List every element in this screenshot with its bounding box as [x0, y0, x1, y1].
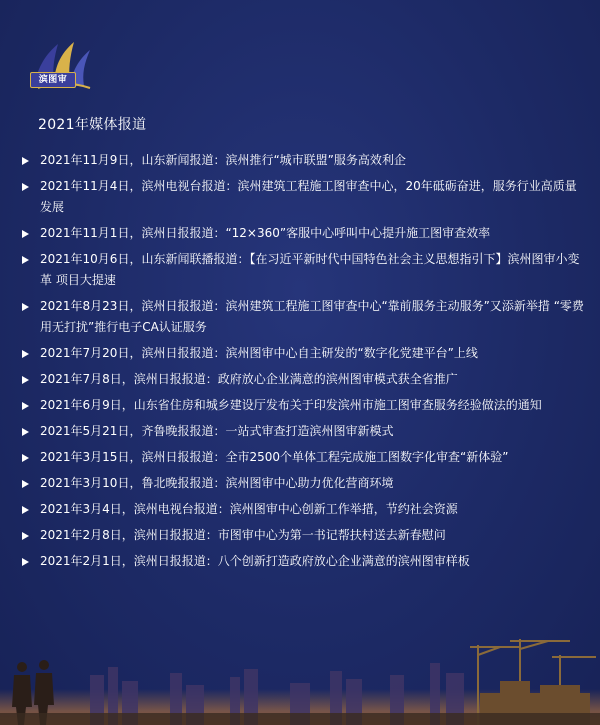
- bullet-triangle-icon: [22, 428, 29, 436]
- news-item-text: 2021年10月6日，山东新闻联播报道：【在习近平新时代中国特色社会主义思想指引下】滨州图审小变革 项目大提速: [40, 252, 580, 287]
- news-item[interactable]: [20, 296, 585, 338]
- bullet-triangle-icon: [22, 532, 29, 540]
- news-item[interactable]: [20, 473, 585, 494]
- news-item-text: 2021年2月1日，滨州日报报道：八个创新打造政府放心企业满意的滨州图审样板: [40, 554, 470, 568]
- news-item[interactable]: [20, 176, 585, 218]
- news-item-text: 2021年3月4日，滨州电视台报道：滨州图审中心创新工作举措，节约社会资源: [40, 502, 458, 516]
- bullet-triangle-icon: [22, 558, 29, 566]
- news-item-text: 2021年7月20日，滨州日报报道：滨州图审中心自主研发的“数字化党建平台”上线: [40, 346, 478, 360]
- bullet-triangle-icon: [22, 506, 29, 514]
- news-item-text: 2021年2月8日，滨州日报报道：市图审中心为第一书记帮扶村送去新春慰问: [40, 528, 446, 542]
- news-item-text: 2021年6月9日，山东省住房和城乡建设厅发布关于印发滨州市施工图审查服务经验做法的通知: [40, 398, 542, 412]
- bullet-triangle-icon: [22, 350, 29, 358]
- news-item[interactable]: [20, 249, 585, 291]
- logo-emblem-icon: [24, 36, 100, 98]
- news-item[interactable]: [20, 421, 585, 442]
- bullet-triangle-icon: [22, 183, 29, 191]
- news-item-text: 2021年11月4日，滨州电视台报道：滨州建筑工程施工图审查中心，20年砥砺奋进，服务行业高质量发展: [40, 179, 577, 214]
- news-item[interactable]: [20, 499, 585, 520]
- news-item-text: 2021年3月10日，鲁北晚报报道：滨州图审中心助力优化营商环境: [40, 476, 394, 490]
- news-item[interactable]: [20, 150, 585, 171]
- city-skyline-illustration: [0, 615, 600, 725]
- news-item-text: 2021年8月23日，滨州日报报道：滨州建筑工程施工图审查中心“靠前服务主动服务”又添新举措 “零费用无打扰”推行电子CA认证服务: [40, 299, 584, 334]
- bullet-triangle-icon: [22, 303, 29, 311]
- news-item-text: 2021年5月21日，齐鲁晚报报道：一站式审查打造滨州图审新模式: [40, 424, 394, 438]
- news-item-text: 2021年11月1日，滨州日报报道：“12×360”客服中心呼叫中心提升施工图审查效率: [40, 226, 491, 240]
- news-item-text: 2021年7月8日，滨州日报报道：政府放心企业满意的滨州图审模式获全省推广: [40, 372, 458, 386]
- bullet-triangle-icon: [22, 402, 29, 410]
- bullet-triangle-icon: [22, 256, 29, 264]
- logo-text: 滨图审: [30, 72, 76, 88]
- news-item[interactable]: [20, 343, 585, 364]
- bullet-triangle-icon: [22, 230, 29, 238]
- section-title: 2021年媒体报道: [38, 117, 147, 133]
- news-item[interactable]: [20, 551, 585, 572]
- news-list: [20, 150, 585, 577]
- bullet-triangle-icon: [22, 480, 29, 488]
- news-item[interactable]: [20, 447, 585, 468]
- skyline-icon: [0, 615, 600, 725]
- bullet-triangle-icon: [22, 157, 29, 165]
- news-item[interactable]: [20, 395, 585, 416]
- logo: [24, 36, 100, 98]
- bullet-triangle-icon: [22, 454, 29, 462]
- news-item[interactable]: [20, 223, 585, 244]
- news-item-text: 2021年11月9日，山东新闻报道：滨州推行“城市联盟”服务高效利企: [40, 153, 406, 167]
- news-item[interactable]: [20, 369, 585, 390]
- news-item-text: 2021年3月15日，滨州日报报道：全市2500个单体工程完成施工图数字化审查“新体验”: [40, 450, 509, 464]
- bullet-triangle-icon: [22, 376, 29, 384]
- news-item[interactable]: [20, 525, 585, 546]
